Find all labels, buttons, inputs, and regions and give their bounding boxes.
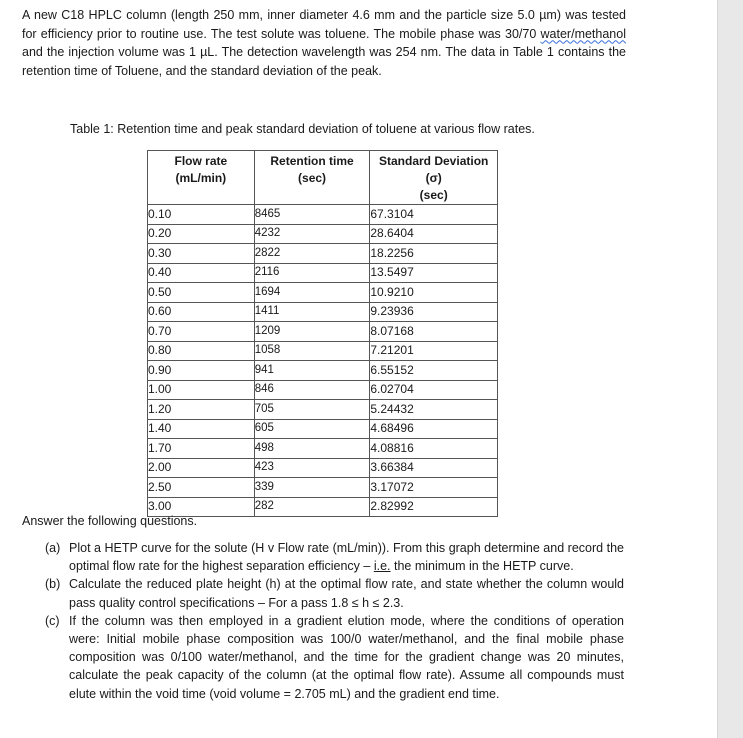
question-c-label: (c): [45, 613, 60, 628]
cell-flow: 0.50: [148, 283, 255, 303]
cell-sd: 9.23936: [370, 302, 498, 322]
cell-sd: 3.17072: [370, 478, 498, 498]
question-a-text-2: the minimum in the HETP curve.: [390, 559, 574, 574]
cell-flow: 2.50: [148, 478, 255, 498]
cell-flow: 0.90: [148, 361, 255, 381]
cell-retention: 1694: [254, 283, 370, 303]
table-row: [148, 205, 498, 225]
table-row: [148, 478, 498, 498]
header-retention-time: [254, 151, 370, 205]
header-sd-line-2: (σ): [425, 171, 442, 185]
cell-sd: 10.9210: [370, 283, 498, 303]
cell-flow: 1.40: [148, 419, 255, 439]
cell-sd: 6.55152: [370, 361, 498, 381]
cell-flow: 0.60: [148, 302, 255, 322]
cell-retention: 941: [254, 361, 370, 381]
cell-sd: 67.3104: [370, 205, 498, 225]
cell-sd: 3.66384: [370, 458, 498, 478]
question-b-text: Calculate the reduced plate height (h) at the optimal flow rate, and state whether the column would pass quality control specifications – For a pass 1.8 ≤ h ≤ 2.3.: [69, 577, 624, 610]
cell-flow: 1.00: [148, 380, 255, 400]
question-b-label: (b): [45, 577, 61, 592]
table-row: [148, 224, 498, 244]
question-list: [45, 539, 624, 703]
cell-flow: 3.00: [148, 497, 255, 517]
cell-flow: 0.10: [148, 205, 255, 225]
cell-sd: 13.5497: [370, 263, 498, 283]
cell-sd: 7.21201: [370, 341, 498, 361]
question-b: [45, 575, 624, 611]
header-sd-line-3: (sec): [419, 188, 448, 202]
cell-retention: 1058: [254, 341, 370, 361]
table-row: [148, 380, 498, 400]
intro-paragraph: [22, 6, 626, 80]
cell-flow: 1.20: [148, 400, 255, 420]
cell-sd: 6.02704: [370, 380, 498, 400]
cell-retention: 1209: [254, 322, 370, 342]
cell-retention: 605: [254, 419, 370, 439]
question-a-text-1: Plot a HETP curve for the solute (H v Flow rate (mL/min)). From this graph determine and record the optimal flow rate for the highest separation efficiency –: [69, 541, 624, 574]
cell-sd: 28.6404: [370, 224, 498, 244]
header-flow-rate: [148, 151, 255, 205]
cell-sd: 5.24432: [370, 400, 498, 420]
cell-retention: 282: [254, 497, 370, 517]
cell-sd: 18.2256: [370, 244, 498, 264]
cell-retention: 339: [254, 478, 370, 498]
cell-flow: 0.30: [148, 244, 255, 264]
question-c-text: If the column was then employed in a gradient elution mode, where the conditions of operation were: Initial mobile phase composition was 100/0 water/methanol, and the final mobile phase composition was 0/100 water/methanol, and the time for the gradient change was 20 minutes, calculate the peak capacity of the column (at the optimal flow rate). Assume all compounds must elute within the void time (void volume = 2.705 mL) and the gradient end time.: [69, 613, 624, 701]
question-a-label: (a): [45, 541, 61, 555]
cell-retention: 8465: [254, 205, 370, 225]
table-row: [148, 283, 498, 303]
cell-retention: 2116: [254, 263, 370, 283]
table-header-row: [148, 151, 498, 205]
cell-retention: 1411: [254, 302, 370, 322]
table-row: [148, 322, 498, 342]
header-standard-deviation: [370, 151, 498, 205]
table-row: [148, 341, 498, 361]
header-flow-line-2: (mL/min): [175, 171, 227, 185]
question-c: [45, 612, 624, 703]
right-margin-strip: [717, 0, 743, 738]
header-retention-line-1: Retention time: [270, 154, 354, 168]
table-row: [148, 244, 498, 264]
cell-sd: 2.82992: [370, 497, 498, 517]
cell-retention: 498: [254, 439, 370, 459]
cell-sd: 4.68496: [370, 419, 498, 439]
intro-text-2: and the injection volume was 1 µL. The detection wavelength was 254 nm. The data in Table 1 contains the retention time of Toluene, and the standard deviation of the peak.: [22, 45, 626, 78]
cell-retention: 4232: [254, 224, 370, 244]
table-row: [148, 263, 498, 283]
header-retention-line-2: (sec): [298, 171, 327, 185]
cell-retention: 423: [254, 458, 370, 478]
header-flow-line-1: Flow rate: [174, 154, 228, 168]
cell-flow: 0.40: [148, 263, 255, 283]
table-row: [148, 400, 498, 420]
cell-sd: 4.08816: [370, 439, 498, 459]
cell-sd: 8.07168: [370, 322, 498, 342]
intro-text-spellcheck: water/methanol: [540, 26, 626, 41]
table-row: [148, 361, 498, 381]
cell-flow: 0.20: [148, 224, 255, 244]
question-a-underlined: i.e.: [373, 559, 391, 574]
cell-flow: 0.70: [148, 322, 255, 342]
cell-flow: 0.80: [148, 341, 255, 361]
table-row: [148, 458, 498, 478]
cell-retention: 2822: [254, 244, 370, 264]
cell-flow: 1.70: [148, 439, 255, 459]
table-row: [148, 302, 498, 322]
cell-retention: 705: [254, 400, 370, 420]
table-row: [148, 439, 498, 459]
table-row: [148, 419, 498, 439]
retention-table: [147, 150, 498, 517]
question-a: [45, 539, 624, 575]
table-caption: Table 1: Retention time and peak standard deviation of toluene at various flow rates.: [70, 122, 535, 136]
cell-retention: 846: [254, 380, 370, 400]
header-sd-line-1: Standard Deviation: [379, 154, 489, 168]
cell-flow: 2.00: [148, 458, 255, 478]
answer-instructions: Answer the following questions.: [22, 514, 198, 528]
intro-text-1: A new C18 HPLC column (length 250 mm, inner diameter 4.6 mm and the particle size 5.0 µm) was tested for efficiency prior to routine use. The test solute was toluene. The mobile phase was 30/70: [22, 8, 626, 41]
table-row: [148, 497, 498, 517]
